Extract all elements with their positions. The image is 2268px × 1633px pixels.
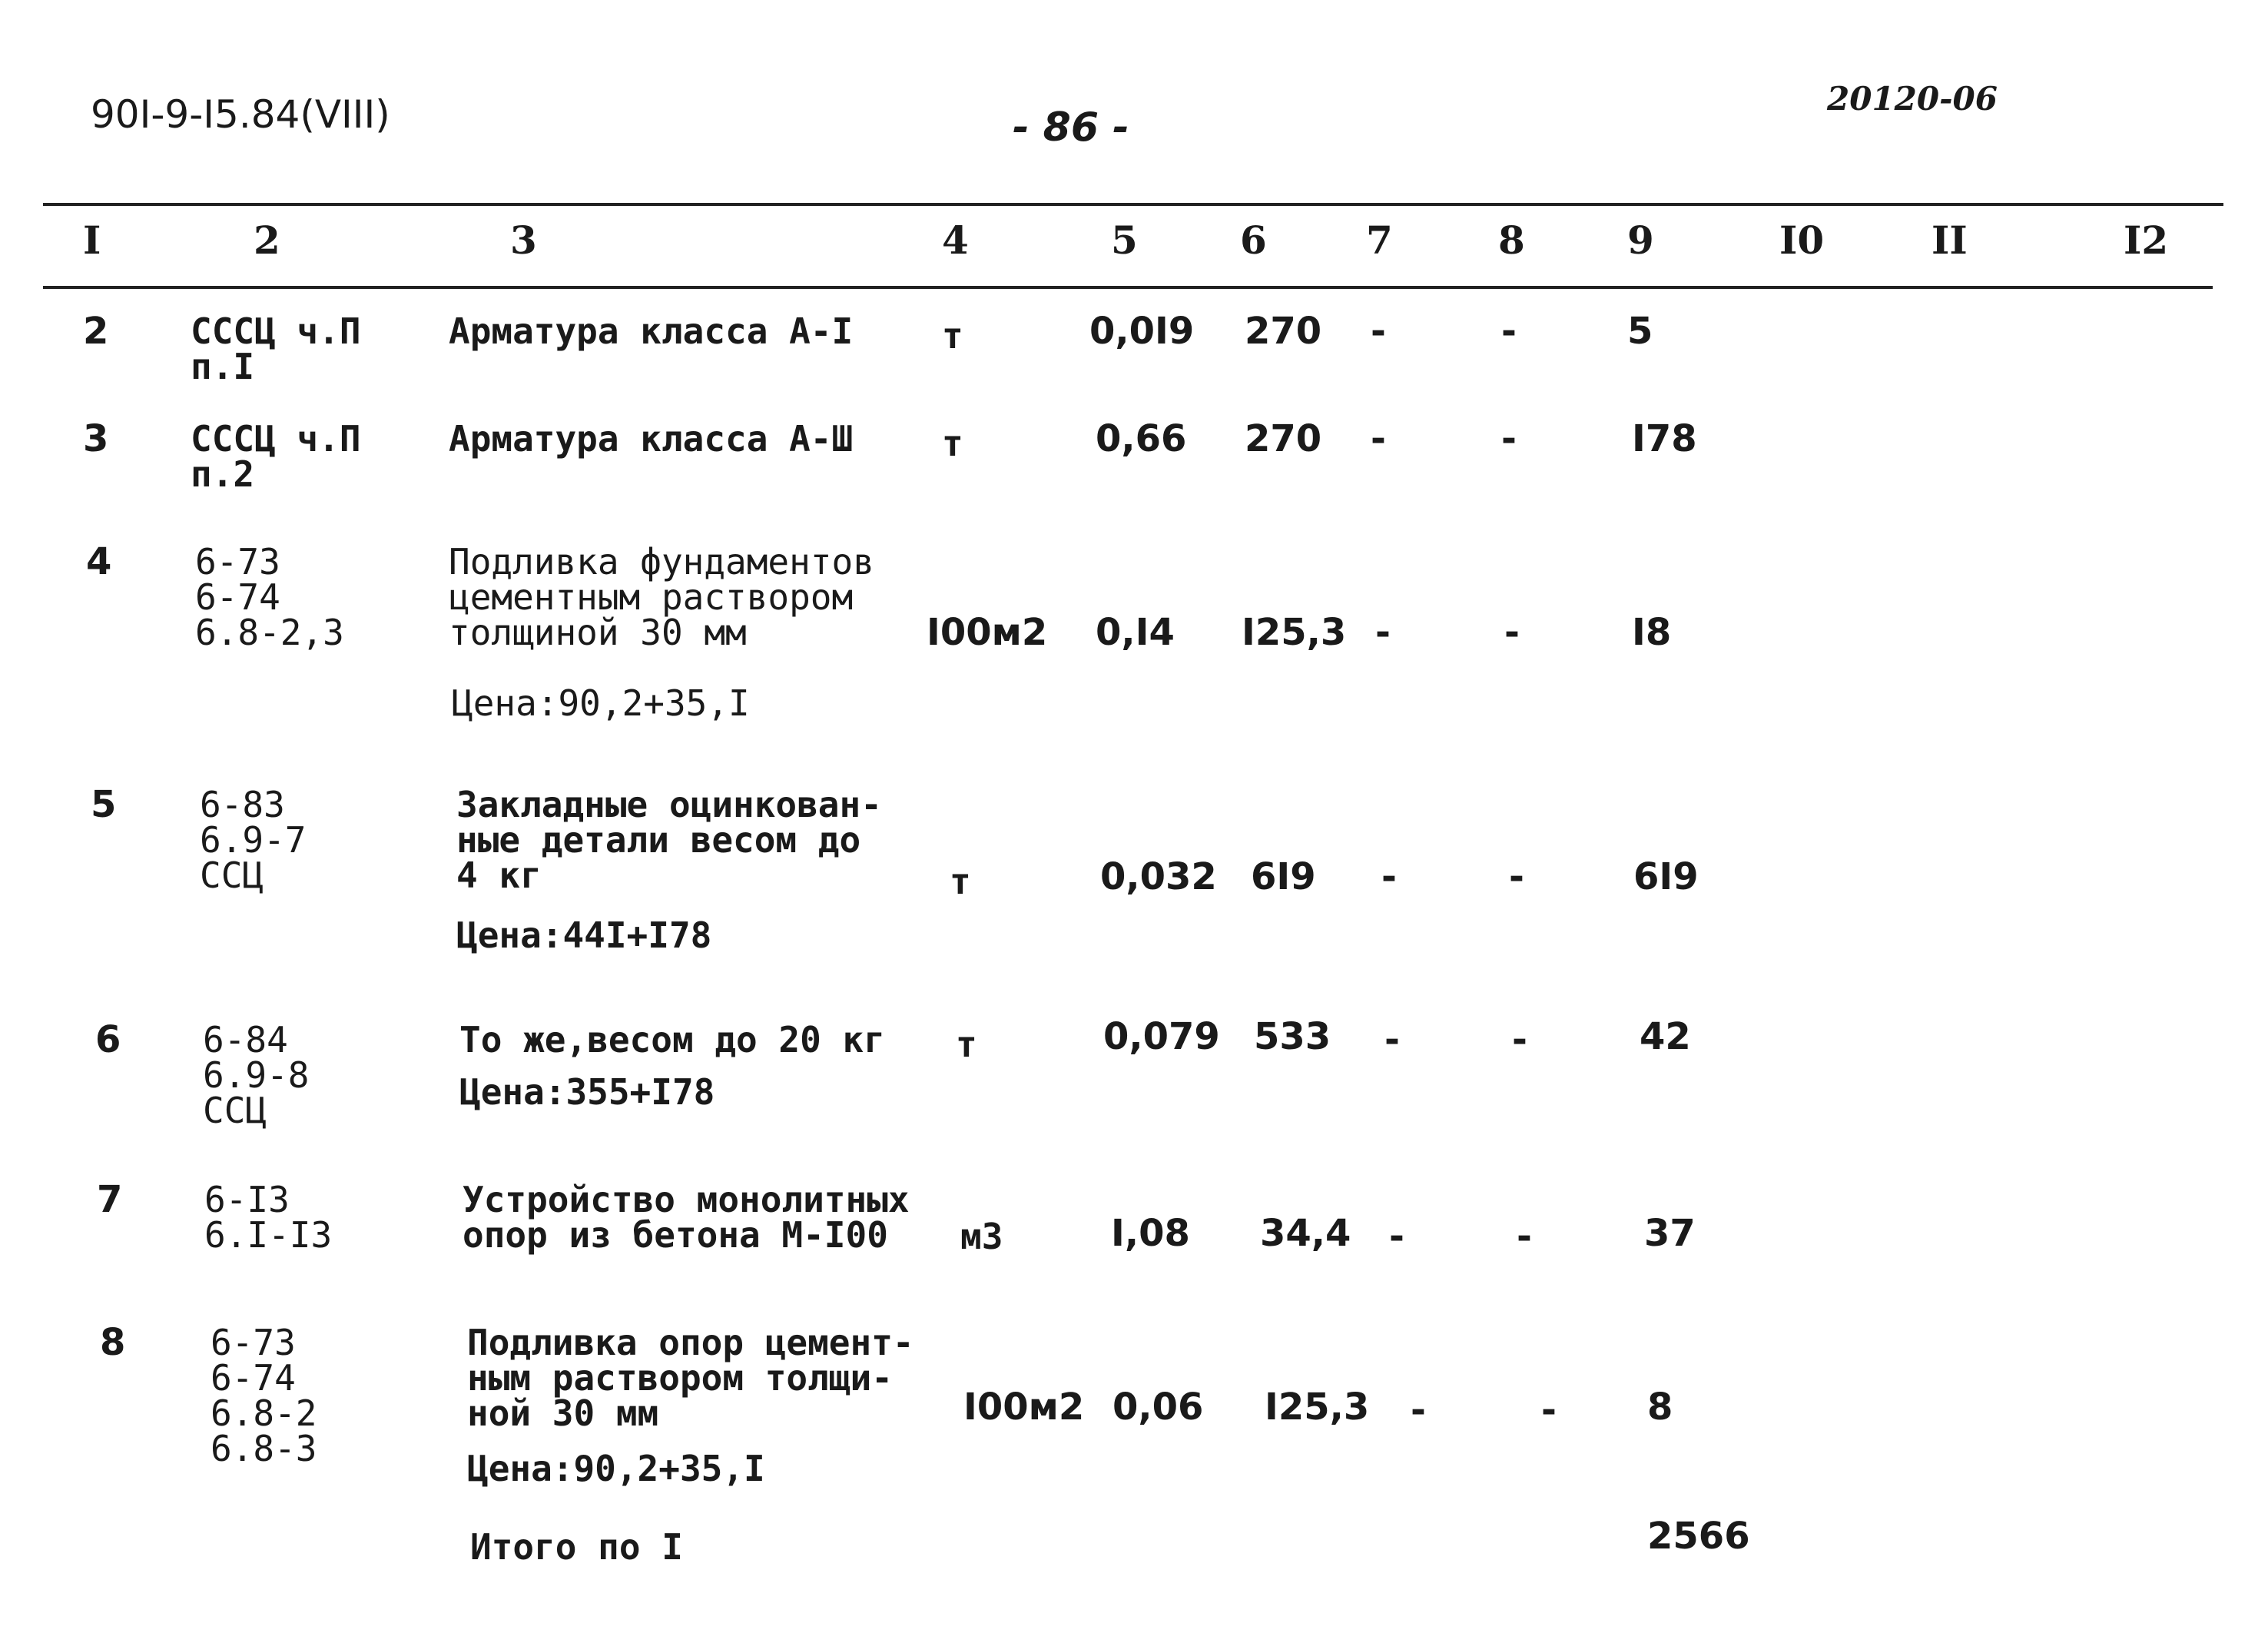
price-note: Цена:90,2+35,I	[452, 682, 750, 724]
unit-rate: I25,3	[1242, 611, 1347, 654]
unit-rate: I25,3	[1265, 1386, 1370, 1429]
col7-value: -	[1381, 855, 1397, 898]
work-name: Подливка опор цемент- ным раствором толщи- ной 30 мм	[467, 1322, 914, 1434]
column-header-1: I	[83, 217, 101, 263]
quantity: 0,0I9	[1089, 310, 1195, 353]
col7-value: -	[1411, 1389, 1426, 1432]
row-number: 7	[97, 1178, 123, 1221]
quantity: 0,66	[1096, 417, 1187, 460]
row-number: 4	[86, 540, 112, 583]
unit-rate: 6I9	[1251, 855, 1316, 898]
unit-rate: 270	[1245, 310, 1322, 353]
column-header-5: 5	[1111, 217, 1138, 263]
archive-number: 20120-06	[1827, 80, 1998, 118]
total-label: Итого по I	[470, 1526, 683, 1568]
unit-rate: 533	[1254, 1015, 1331, 1058]
unit-rate: 270	[1245, 417, 1322, 460]
unit: т	[942, 315, 963, 357]
quantity: 0,079	[1103, 1015, 1220, 1058]
column-header-9: 9	[1627, 217, 1654, 263]
col8-value: -	[1541, 1389, 1557, 1432]
column-header-2: 2	[254, 217, 280, 263]
col8-value: -	[1504, 611, 1520, 654]
column-header-6: 6	[1240, 217, 1267, 263]
row-number: 6	[95, 1018, 121, 1061]
work-name: Подливка фундаментов цементным раствором толщиной 30 мм	[449, 541, 874, 653]
table-header-rule	[43, 286, 2213, 289]
unit: I00м2	[927, 611, 1048, 654]
row-number: 2	[83, 310, 109, 353]
col9-value: 6I9	[1633, 855, 1699, 898]
work-name: То же,весом до 20 кг	[459, 1019, 885, 1060]
col9-value: 42	[1640, 1015, 1691, 1058]
column-header-10: I0	[1779, 217, 1825, 263]
norm-code: 6-73 6-74 6.8-2,3	[195, 541, 344, 653]
col8-value: -	[1509, 855, 1524, 898]
unit: т	[950, 861, 971, 902]
col7-value: -	[1371, 310, 1386, 353]
norm-code: 6-84 6.9-8 ССЦ	[203, 1019, 310, 1131]
column-header-4: 4	[942, 217, 969, 263]
col9-value: 8	[1647, 1386, 1673, 1429]
quantity: 0,032	[1100, 855, 1217, 898]
price-note: Цена:44I+I78	[456, 914, 712, 956]
norm-code: СССЦ ч.П п.I	[191, 310, 361, 387]
col7-value: -	[1384, 1018, 1400, 1061]
col8-value: -	[1517, 1215, 1532, 1258]
col7-value: -	[1389, 1215, 1404, 1258]
row-number: 5	[91, 783, 117, 826]
table-top-rule	[43, 203, 2223, 206]
unit-rate: 34,4	[1260, 1212, 1351, 1255]
price-note: Цена:90,2+35,I	[467, 1448, 765, 1489]
document-code: 90I-9-I5.84(VIII)	[91, 92, 390, 137]
work-name: Устройство монолитных опор из бетона М-I00	[463, 1179, 910, 1256]
norm-code: 6-I3 6.I-I3	[204, 1179, 333, 1256]
unit: т	[956, 1024, 977, 1065]
column-header-12: I2	[2124, 217, 2169, 263]
unit: м3	[960, 1216, 1003, 1257]
col7-value: -	[1375, 611, 1391, 654]
quantity: I,08	[1111, 1212, 1190, 1255]
total-value: 2566	[1647, 1515, 1750, 1558]
quantity: 0,06	[1112, 1386, 1204, 1429]
quantity: 0,I4	[1096, 611, 1175, 654]
unit: I00м2	[963, 1386, 1085, 1429]
col9-value: 37	[1644, 1212, 1696, 1255]
col9-value: I8	[1632, 611, 1672, 654]
unit: т	[942, 423, 963, 464]
column-header-3: 3	[510, 217, 537, 263]
column-header-11: II	[1931, 217, 1968, 263]
work-name: Арматура класса А-I	[449, 310, 854, 352]
column-header-8: 8	[1498, 217, 1525, 263]
norm-code: СССЦ ч.П п.2	[191, 418, 361, 495]
norm-code: 6-83 6.9-7 ССЦ	[200, 784, 307, 896]
col8-value: -	[1501, 310, 1517, 353]
col9-value: 5	[1627, 310, 1653, 353]
col8-value: -	[1512, 1018, 1527, 1061]
work-name: Арматура класса А-Ш	[449, 418, 854, 460]
col7-value: -	[1371, 417, 1386, 460]
price-note: Цена:355+I78	[459, 1071, 715, 1113]
work-name: Закладные оцинкован- ные детали весом до 4 кг	[456, 784, 882, 896]
row-number: 8	[100, 1321, 126, 1364]
col9-value: I78	[1632, 417, 1697, 460]
norm-code: 6-73 6-74 6.8-2 6.8-3	[211, 1322, 317, 1469]
page-number: - 86 -	[1013, 105, 1129, 151]
column-header-7: 7	[1366, 217, 1393, 263]
col8-value: -	[1501, 417, 1517, 460]
row-number: 3	[83, 417, 109, 460]
